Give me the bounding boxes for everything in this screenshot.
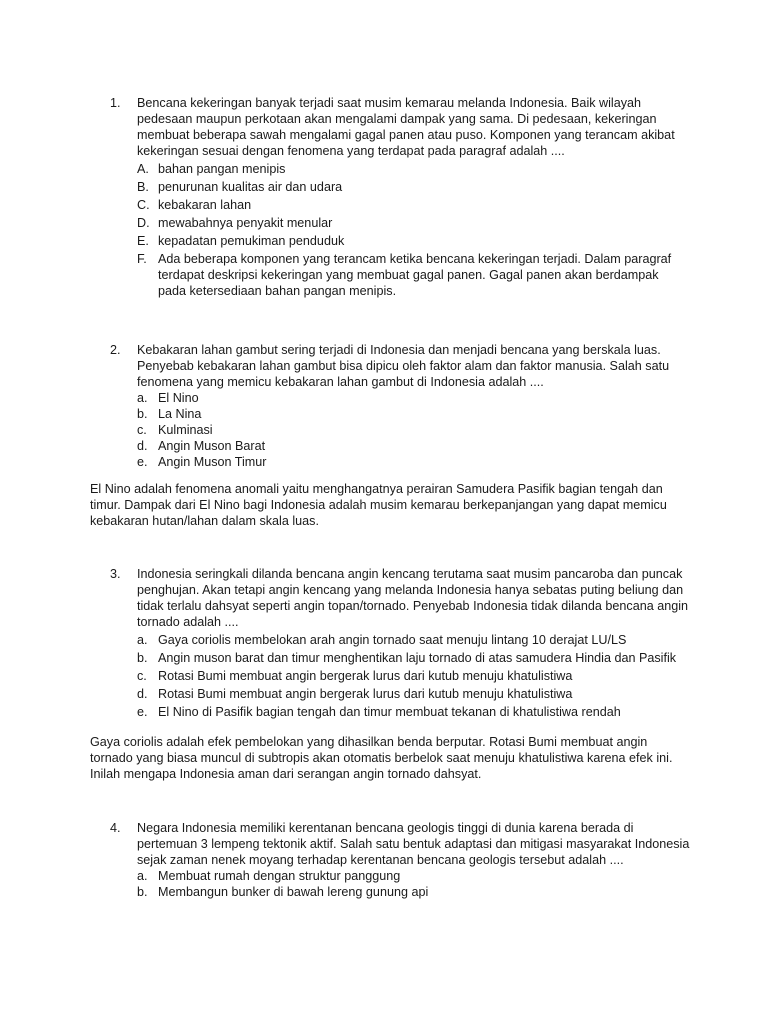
question-number: 1. [110,96,121,110]
option-a [137,632,690,648]
option-letter: a. [137,391,148,405]
option-letter: a. [137,869,148,883]
option-text: kepadatan pemukiman penduduk [158,234,345,248]
option-d [137,686,690,702]
option-letter: b. [137,407,148,421]
option-c [137,668,690,684]
option-letter: d. [137,687,148,701]
question-text: Negara Indonesia memiliki kerentanan bencana geologis tinggi di dunia karena berada di pertemuan 3 lempeng tektonik aktif. Salah satu bentuk adaptasi dan mitigasi masyarakat Indonesia sejak zaman nenek moyang terhadap kerentanan bencana geologis tersebut adalah .... [137,821,690,867]
option-letter: e. [137,705,148,719]
option-text: bahan pangan menipis [158,162,286,176]
option-letter: F. [137,252,147,266]
option-letter: c. [137,423,147,437]
question-2 [110,342,690,470]
option-letter: E. [137,234,149,248]
option-text: El Nino [158,391,199,405]
option-letter: C. [137,198,150,212]
option-letter: b. [137,885,148,899]
option-letter: B. [137,180,149,194]
option-letter: e. [137,455,148,469]
option-letter: d. [137,439,148,453]
option-text: Kulminasi [158,423,213,437]
option-c [137,422,690,438]
option-text: Gaya coriolis membelokan arah angin tornado saat menuju lintang 10 derajat LU/LS [158,633,627,647]
option-b [137,179,690,195]
option-text: La Nina [158,407,202,421]
option-a [137,161,690,177]
question-3 [110,566,690,720]
question-number: 3. [110,567,121,581]
option-text: mewabahnya penyakit menular [158,216,333,230]
question-number: 2. [110,343,121,357]
option-text: El Nino di Pasifik bagian tengah dan timur membuat tekanan di khatulistiwa rendah [158,705,621,719]
option-text: penurunan kualitas air dan udara [158,180,343,194]
option-c [137,197,690,213]
option-b [137,650,690,666]
option-d [137,438,690,454]
option-letter: D. [137,216,150,230]
option-e [137,454,690,470]
option-text: Membangun bunker di bawah lereng gunung api [158,885,429,899]
option-e [137,704,690,720]
option-text: Membuat rumah dengan struktur panggung [158,869,401,883]
option-letter: A. [137,162,149,176]
option-e [137,233,690,249]
question-1 [110,95,690,299]
option-text: Angin Muson Barat [158,439,266,453]
option-text: Ada beberapa komponen yang terancam ketika bencana kekeringan terjadi. Dalam paragraf terdapat deskripsi kekeringan yang membuat gagal panen. Gagal panen akan berdampak pada ketersediaan bahan pangan menipis. [158,252,672,298]
option-a [137,390,690,406]
option-letter: c. [137,669,147,683]
option-text: kebakaran lahan [158,198,252,212]
option-letter: b. [137,651,148,665]
question-text: Indonesia seringkali dilanda bencana angin kencang terutama saat musim pancaroba dan puncak penghujan. Akan tetapi angin kencang yang melanda Indonesia hanya sebatas puting beliung dan tidak terlalu dahsyat seperti angin topan/tornado. Penyebab Indonesia tidak dilanda bencana angin tornado adalah .... [137,567,689,629]
question-text: Bencana kekeringan banyak terjadi saat musim kemarau melanda Indonesia. Baik wilayah pedesaan maupun perkotaan akan mengalami dampak yang sama. Di pedesaan, kekeringan membuat beberapa sawah mengalami gagal panen atau puso. Komponen yang terancam akibat kekeringan sesuai dengan fenomena yang terdapat pada paragraf adalah .... [137,96,675,158]
option-b [137,406,690,422]
question-4 [110,820,690,900]
question-number: 4. [110,821,121,835]
option-letter: a. [137,633,148,647]
option-list [137,390,690,470]
option-f [137,251,690,299]
question-text: Kebakaran lahan gambut sering terjadi di Indonesia dan menjadi bencana yang berskala luas. Penyebab kebakaran lahan gambut bisa dipicu oleh faktor alam dan faktor manusia. Salah satu fenomena yang memicu kebakaran lahan gambut di Indonesia adalah .... [137,343,670,389]
option-d [137,215,690,231]
explanation-3: Gaya coriolis adalah efek pembelokan yang dihasilkan benda berputar. Rotasi Bumi membuat angin tornado yang biasa muncul di subtropis akan otomatis berbelok saat menuju khatulistiwa karena efek ini. Inilah mengapa Indonesia aman dari serangan angin tornado dahsyat. [90,735,673,781]
option-a [137,868,690,884]
option-list [137,632,690,720]
option-text: Angin muson barat dan timur menghentikan laju tornado di atas samudera Hindia dan Pasifik [158,651,677,665]
option-text: Rotasi Bumi membuat angin bergerak lurus dari kutub menuju khatulistiwa [158,669,573,683]
option-list [137,161,690,299]
option-text: Rotasi Bumi membuat angin bergerak lurus dari kutub menuju khatulistiwa [158,687,573,701]
option-text: Angin Muson Timur [158,455,267,469]
option-b [137,884,690,900]
option-list [137,868,690,900]
explanation-2: El Nino adalah fenomena anomali yaitu menghangatnya perairan Samudera Pasifik bagian tengah dan timur. Dampak dari El Nino bagi Indonesia adalah musim kemarau berkepanjangan yang dapat memicu kebakaran hutan/lahan dalam skala luas. [90,482,667,528]
